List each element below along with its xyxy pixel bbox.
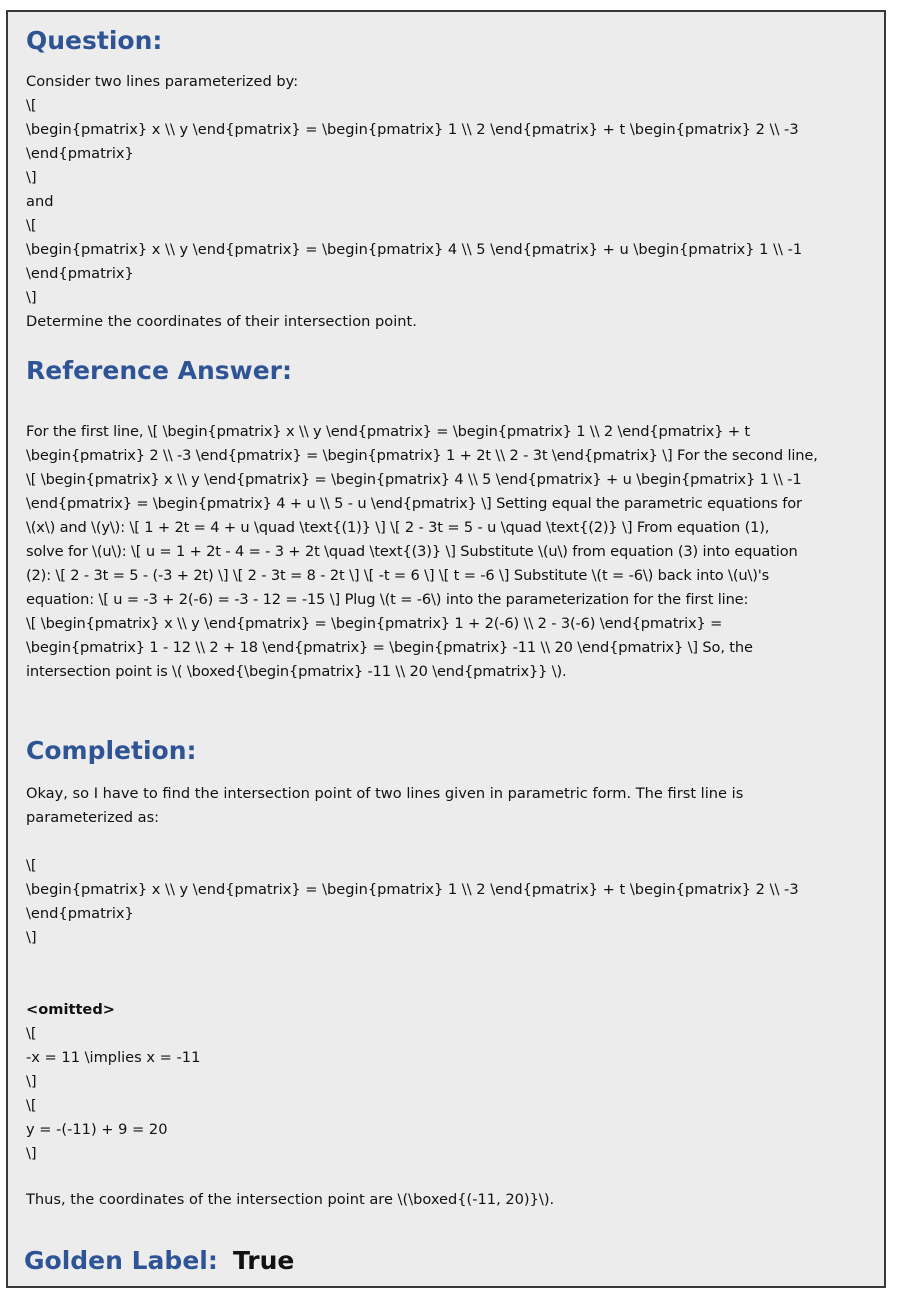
- golden-label-row: [24, 1244, 294, 1281]
- completion-line: \end{pmatrix}: [26, 905, 134, 922]
- completion-line: \[: [26, 1025, 37, 1042]
- question-line: Determine the coordinates of their intersection point.: [26, 313, 417, 330]
- question-line: and: [26, 193, 54, 210]
- completion-line: \]: [26, 1145, 37, 1162]
- question-line: \begin{pmatrix} x \\ y \end{pmatrix} = \begin{pmatrix} 4 \\ 5 \end{pmatrix} + u \begin{pmatrix} 1 \\ -1: [26, 241, 803, 258]
- reference-line: \[ \begin{pmatrix} x \\ y \end{pmatrix} = \begin{pmatrix} 1 + 2(-6) \\ 2 - 3(-6) \end{pmatrix} =: [26, 615, 723, 632]
- completion-line: -x = 11 \implies x = -11: [26, 1049, 201, 1066]
- question-line: \begin{pmatrix} x \\ y \end{pmatrix} = \begin{pmatrix} 1 \\ 2 \end{pmatrix} + t \begin{pmatrix} 2 \\ -3: [26, 121, 799, 138]
- reference-line: \begin{pmatrix} 1 - 12 \\ 2 + 18 \end{pmatrix} = \begin{pmatrix} -11 \\ 20 \end{pmatrix} \] So, the: [26, 639, 753, 656]
- omitted-marker: <omitted>: [26, 1001, 115, 1018]
- completion-line: \begin{pmatrix} x \\ y \end{pmatrix} = \begin{pmatrix} 1 \\ 2 \end{pmatrix} + t \begin{pmatrix} 2 \\ -3: [26, 881, 799, 898]
- completion-line: \]: [26, 1073, 37, 1090]
- completion-line: \[: [26, 857, 37, 874]
- question-line: Consider two lines parameterized by:: [26, 73, 299, 90]
- reference-line: intersection point is \( \boxed{\begin{pmatrix} -11 \\ 20 \end{pmatrix}} \).: [26, 663, 567, 680]
- reference-heading: Reference Answer:: [26, 356, 293, 385]
- question-line: \]: [26, 289, 37, 306]
- question-line: \[: [26, 97, 37, 114]
- completion-line: Okay, so I have to find the intersection point of two lines given in parametric form. The first line is: [26, 785, 744, 802]
- reference-line: \[ \begin{pmatrix} x \\ y \end{pmatrix} = \begin{pmatrix} 4 \\ 5 \end{pmatrix} + u \begin{pmatrix} 1 \\ -1: [26, 471, 802, 488]
- question-heading: Question:: [26, 26, 163, 55]
- completion-line: \[: [26, 1097, 37, 1114]
- reference-line: \(x\) and \(y\): \[ 1 + 2t = 4 + u \quad \text{(1)} \] \[ 2 - 3t = 5 - u \quad \text{(2)} \] From equation (1),: [26, 519, 770, 536]
- completion-line: y = -(-11) + 9 = 20: [26, 1121, 168, 1138]
- completion-line: parameterized as:: [26, 809, 160, 826]
- reference-line: (2): \[ 2 - 3t = 5 - (-3 + 2t) \] \[ 2 - 3t = 8 - 2t \] \[ -t = 6 \] \[ t = -6 \] Substitute \(t = -6\) back into \(u\)'s: [26, 567, 770, 584]
- completion-line: Thus, the coordinates of the intersection point are \(\boxed{(-11, 20)}\).: [26, 1191, 555, 1208]
- reference-line: \begin{pmatrix} 2 \\ -3 \end{pmatrix} = \begin{pmatrix} 1 + 2t \\ 2 - 3t \end{pmatrix} \] For the second line,: [26, 447, 818, 464]
- reference-line: For the first line, \[ \begin{pmatrix} x \\ y \end{pmatrix} = \begin{pmatrix} 1 \\ 2 \end{pmatrix} + t: [26, 423, 751, 440]
- question-line: \]: [26, 169, 37, 186]
- question-line: \[: [26, 217, 37, 234]
- question-line: \end{pmatrix}: [26, 265, 134, 282]
- golden-label-value: True: [232, 1246, 295, 1275]
- completion-line: \]: [26, 929, 37, 946]
- completion-heading: Completion:: [26, 736, 197, 765]
- question-line: \end{pmatrix}: [26, 145, 134, 162]
- reference-line: \end{pmatrix} = \begin{pmatrix} 4 + u \\ 5 - u \end{pmatrix} \] Setting equal the parametric equations for: [26, 495, 802, 512]
- reference-line: equation: \[ u = -3 + 2(-6) = -3 - 12 = -15 \] Plug \(t = -6\) into the parameterization for the first line:: [26, 591, 749, 608]
- reference-line: solve for \(u\): \[ u = 1 + 2t - 4 = - 3 + 2t \quad \text{(3)} \] Substitute \(u\) from equation (3) into equation: [26, 543, 798, 560]
- document-card: [6, 10, 886, 1288]
- golden-label-key: Golden Label:: [24, 1246, 218, 1275]
